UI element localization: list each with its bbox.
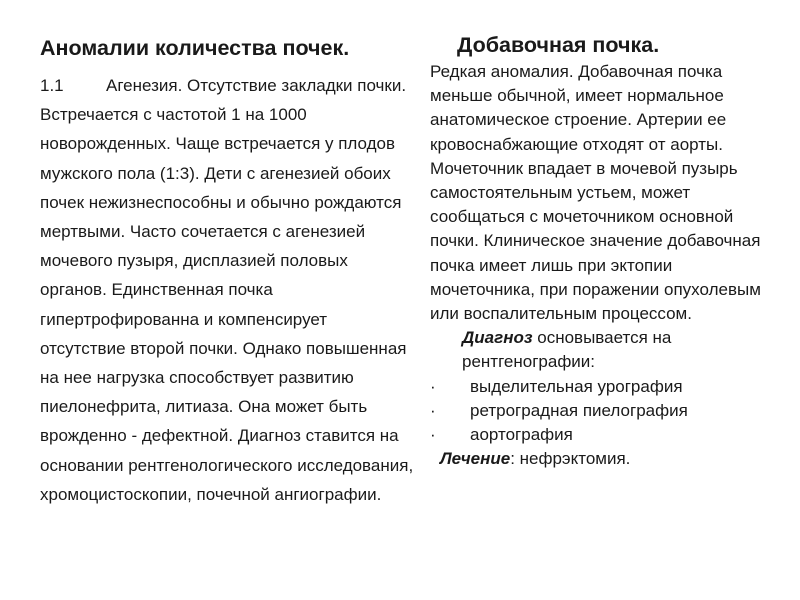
list-item [430, 375, 775, 399]
treatment-text: : нефрэктомия. [510, 449, 631, 469]
diagnosis-label: Диагноз [462, 328, 533, 348]
list-item-text: ретроградная пиелография [470, 400, 688, 420]
bullet-dot: · [430, 400, 436, 420]
section-number: 1.1 [40, 76, 64, 95]
diagnosis-line [430, 326, 775, 374]
list-item [430, 423, 775, 447]
left-body-text: Агенезия. Отсутствие закладки почки. Встречается с частотой 1 на 1000 новорожденных. Чаще встречается у плодов мужского пола (1:3). Дети с агенезией обоих почек нежизнеспособны и обычно рождаются мертвыми. Часто сочетается с агенезией мочевого пузыря, дисплазией половых органов. Единственная почка гипертрофированна и компенсирует отсутствие второй почки. Однако повышенная на нее нагрузка способствует развитию пиелонефрита, литиаза. Она может быть врожденно - дефектной. Диагноз ставится на основании рентгенологического исследования, хромоцистоскопии, почечной ангиографии. [40, 76, 414, 504]
bullet-dot: · [430, 376, 436, 396]
treatment-label: Лечение [440, 449, 511, 469]
bullet-dot: · [430, 425, 436, 445]
right-title: Добавочная почка. [457, 33, 660, 57]
diagnosis-text: основывается на рентгенографии: [462, 328, 672, 372]
list-item-text: выделительная урография [470, 376, 683, 396]
left-body [40, 71, 415, 509]
list-item-text: аортография [470, 425, 573, 445]
right-body-text: Редкая аномалия. Добавочная почка меньше обычной, имеет нормальное анатомическое строение. Артерии ее кровоснабжающие отходят от аорты. Мочеточник впадает в мочевой пузырь самостоятельным устьем, может сообщаться с мочеточником основной почки. Клиническое значение добавочная почка имеет лишь при эктопии мочеточника, при поражении опухолевым или воспалительным процессом. [430, 62, 761, 324]
right-body [430, 60, 775, 471]
list-item [430, 399, 775, 423]
treatment-line [430, 447, 775, 471]
left-title: Аномалии количества почек. [40, 36, 350, 60]
